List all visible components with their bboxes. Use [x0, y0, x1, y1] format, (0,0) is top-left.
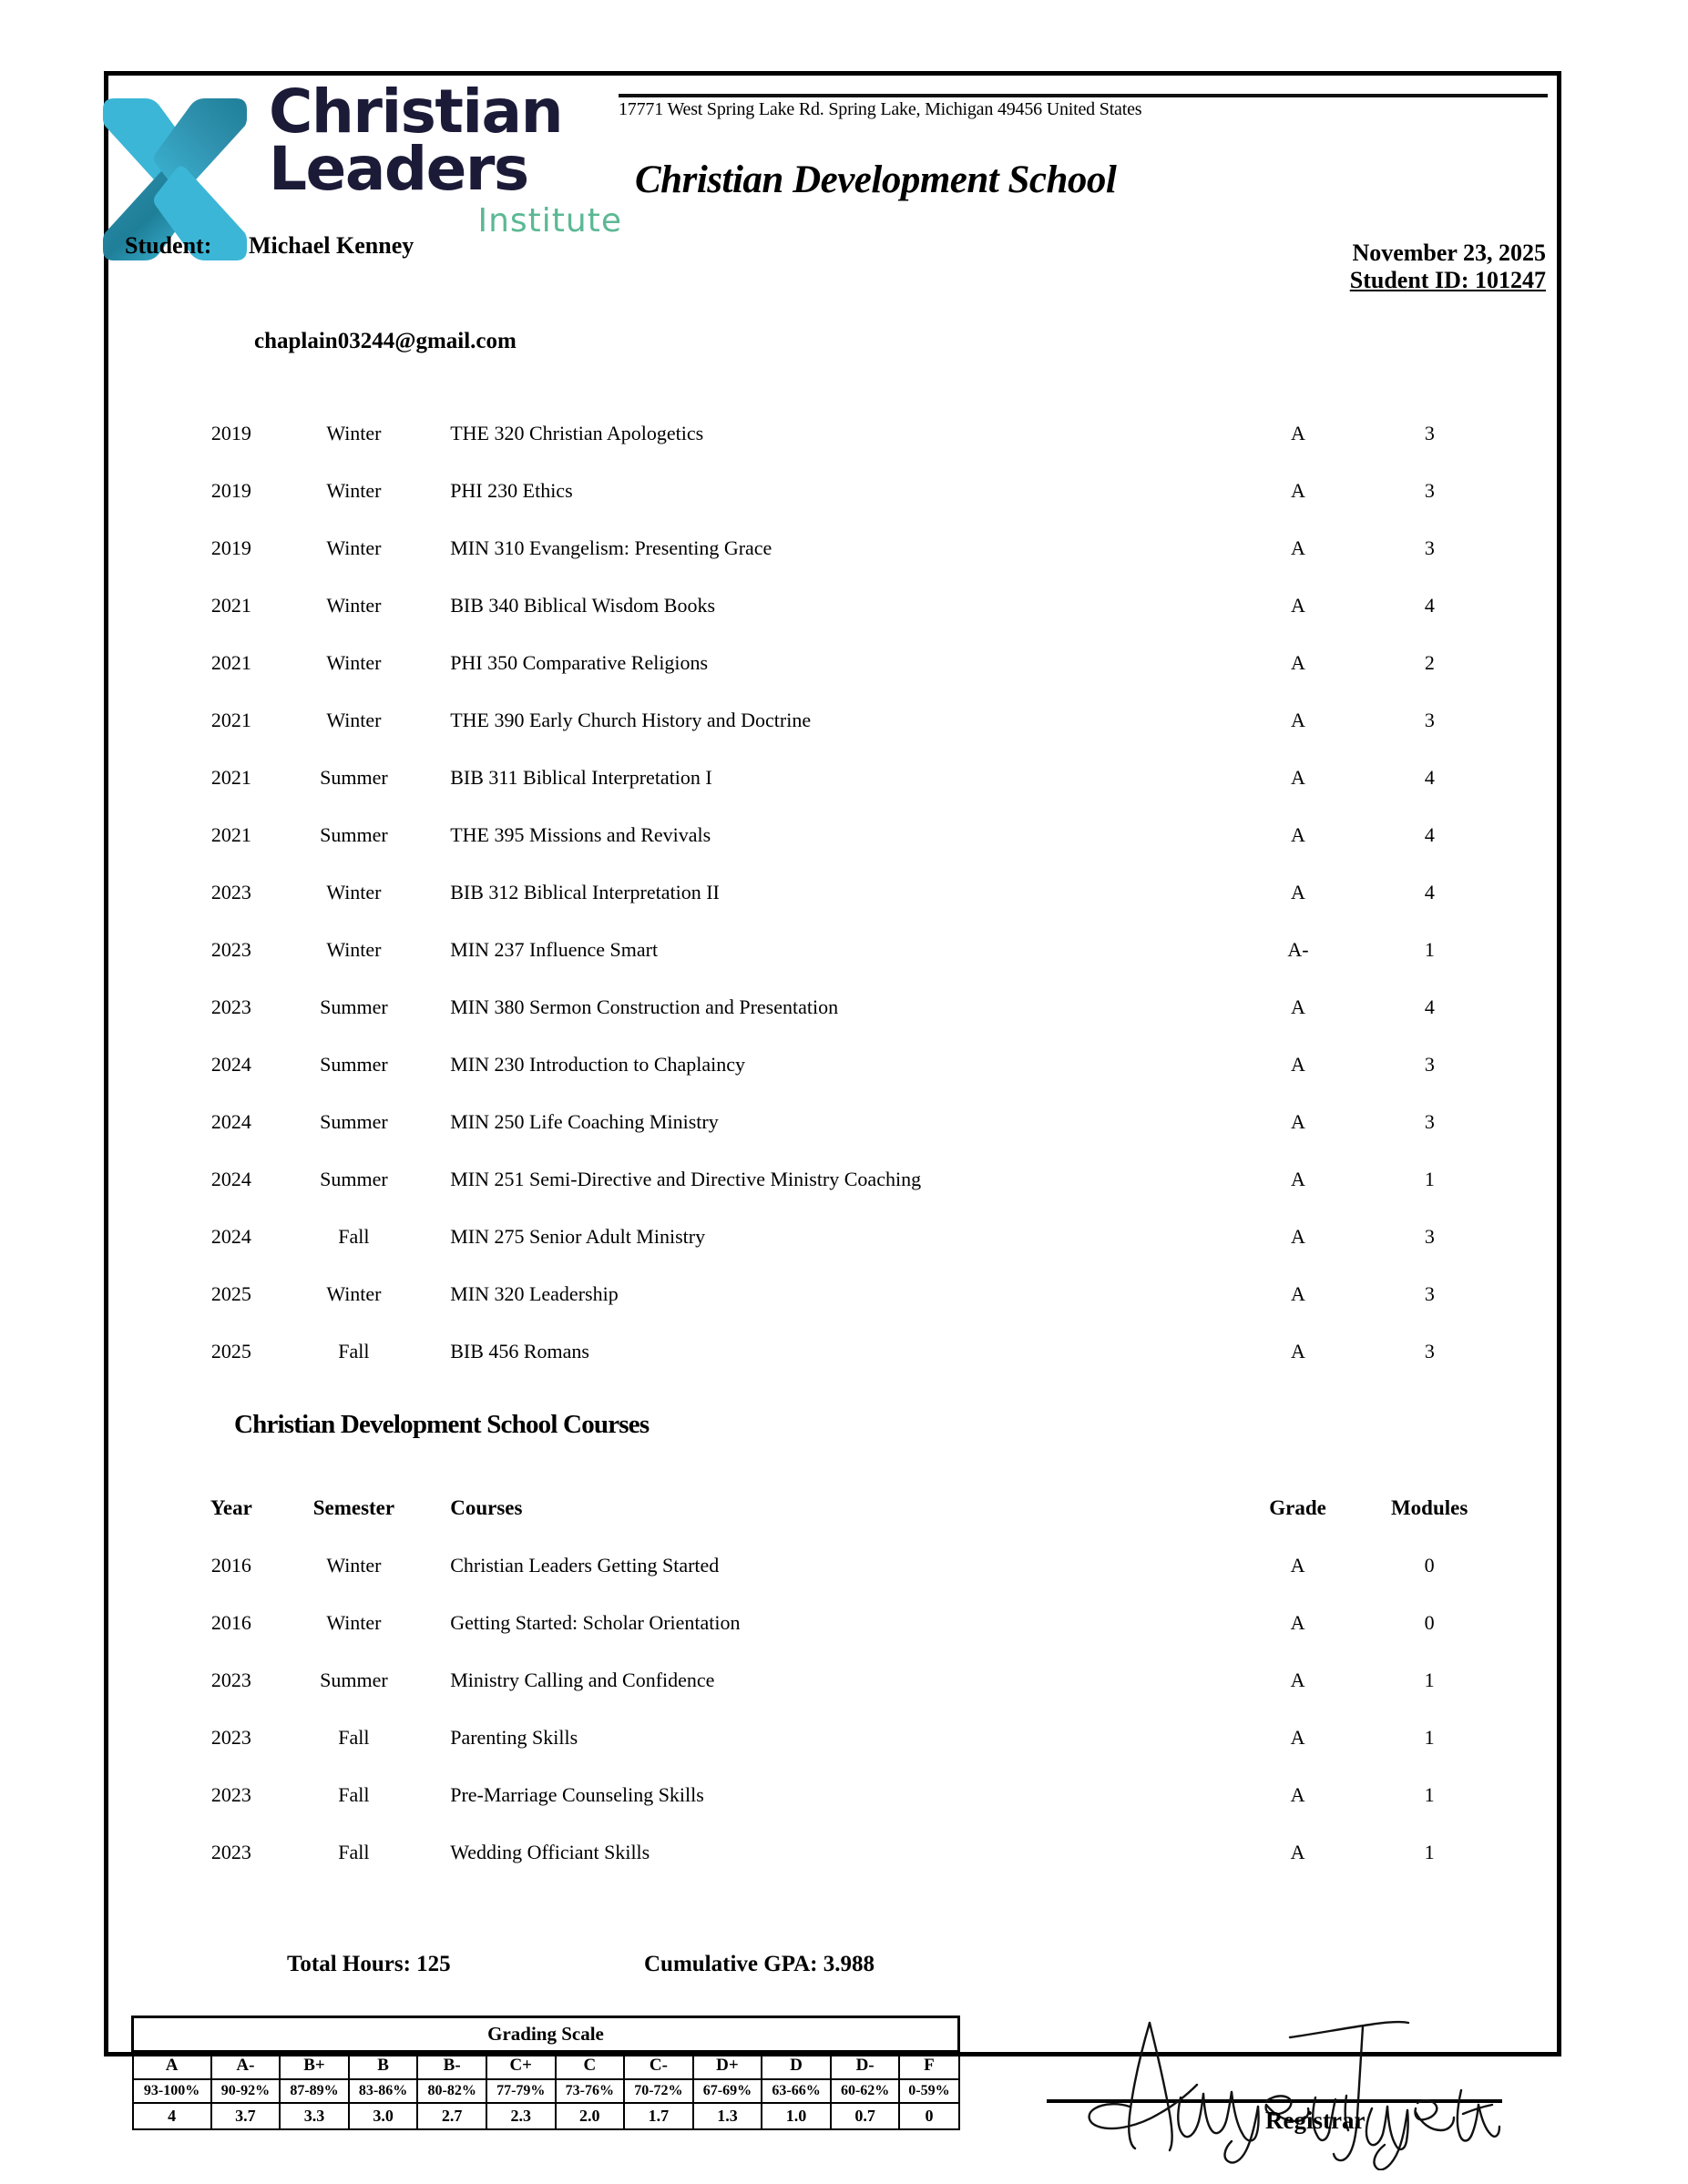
grading-scale-percent: 83-86%	[349, 2079, 418, 2103]
cell-semester: Winter	[326, 536, 382, 559]
cell-units: 1	[1424, 938, 1435, 961]
cell-semester: Winter	[326, 479, 382, 502]
grading-scale-grade: D-	[831, 2052, 900, 2080]
cell-course: MIN 380 Sermon Construction and Presentation	[450, 995, 839, 1018]
grading-scale-percent: 77-79%	[486, 2079, 556, 2103]
cell-course: Wedding Officiant Skills	[450, 1841, 650, 1863]
student-label: Student:	[125, 232, 212, 259]
table-row	[181, 1841, 1493, 1898]
cell-semester: Fall	[338, 1726, 370, 1749]
grading-scale-percent: 63-66%	[762, 2079, 831, 2103]
student-id: Student ID: 101247	[1349, 266, 1546, 293]
institution-address: 17771 West Spring Lake Rd. Spring Lake, Michigan 49456 United States	[619, 99, 1142, 119]
cell-units: 1	[1424, 1168, 1435, 1190]
cell-units: 0	[1424, 1554, 1435, 1577]
table-row	[181, 1282, 1493, 1340]
cell-semester: Winter	[326, 881, 382, 903]
grading-scale-percent: 93-100%	[133, 2079, 211, 2103]
cell-year: 2025	[210, 1340, 251, 1362]
grading-scale-points: 0.7	[831, 2103, 900, 2129]
grading-scale-percent: 60-62%	[831, 2079, 900, 2103]
cell-grade: A	[1291, 1225, 1305, 1248]
cell-units: 2	[1424, 651, 1435, 674]
cell-course: BIB 340 Biblical Wisdom Books	[450, 594, 716, 617]
grading-scale-percent: 0-59%	[899, 2079, 958, 2103]
cell-course: MIN 237 Influence Smart	[450, 938, 659, 961]
grading-scale-table	[131, 2016, 960, 2130]
cell-semester: Summer	[320, 823, 388, 846]
cell-year: 2019	[210, 536, 251, 559]
cell-units: 4	[1424, 823, 1435, 846]
cell-grade: A	[1291, 422, 1305, 444]
grading-scale-points: 2.7	[417, 2103, 486, 2129]
cell-semester: Winter	[326, 709, 382, 731]
table-row	[181, 1110, 1493, 1168]
cell-year: 2024	[210, 1225, 251, 1248]
cell-semester: Winter	[326, 422, 382, 444]
table-row	[181, 995, 1493, 1053]
cell-year: 2021	[210, 766, 251, 789]
grading-scale-points: 3.3	[280, 2103, 349, 2129]
issue-date: November 23, 2025	[1352, 240, 1546, 266]
table-row	[181, 881, 1493, 938]
cell-units: 4	[1424, 594, 1435, 617]
grading-scale-points: 2.3	[486, 2103, 556, 2129]
cell-year: 2019	[210, 479, 251, 502]
table-row	[181, 479, 1493, 536]
cell-semester: Fall	[338, 1783, 370, 1806]
cell-grade: A	[1291, 881, 1305, 903]
cell-units: 3	[1424, 1225, 1435, 1248]
grading-scale-percent: 67-69%	[693, 2079, 762, 2103]
cell-semester: Winter	[326, 1554, 382, 1577]
cell-semester: Summer	[320, 995, 388, 1018]
grading-scale-points: 2.0	[556, 2103, 625, 2129]
grading-scale-points: 1.3	[693, 2103, 762, 2129]
cell-semester: Fall	[338, 1225, 370, 1248]
cumulative-gpa: Cumulative GPA: 3.988	[644, 1952, 875, 1976]
grading-scale-grade: B-	[417, 2052, 486, 2080]
cell-grade: A	[1290, 1611, 1305, 1634]
cell-units: 4	[1424, 766, 1435, 789]
cell-semester: Summer	[320, 1168, 388, 1190]
grading-scale-points: 3.0	[349, 2103, 418, 2129]
table-row	[181, 1053, 1493, 1110]
table-row	[181, 709, 1493, 766]
grading-scale-grade: C-	[624, 2052, 693, 2080]
cell-units: 4	[1424, 995, 1435, 1018]
cell-semester: Winter	[326, 594, 382, 617]
table-row	[181, 422, 1493, 479]
column-header-grade: Grade	[1269, 1496, 1326, 1519]
grading-scale-grade-row	[133, 2052, 959, 2080]
cell-course: THE 395 Missions and Revivals	[450, 823, 711, 846]
column-header-units: Modules	[1390, 1496, 1468, 1519]
grading-scale-points: 4	[133, 2103, 211, 2129]
column-header-year: Year	[210, 1496, 252, 1519]
cell-year: 2021	[210, 823, 251, 846]
cell-grade: A	[1291, 651, 1305, 674]
cell-grade: A	[1291, 479, 1305, 502]
cell-year: 2021	[210, 651, 251, 674]
cell-grade: A	[1291, 1340, 1305, 1362]
table-row	[181, 594, 1493, 651]
cell-year: 2021	[210, 709, 251, 731]
cell-grade: A	[1291, 1053, 1305, 1076]
grading-scale-grade: F	[899, 2052, 958, 2080]
cell-year: 2023	[210, 1669, 251, 1691]
cell-units: 3	[1424, 1053, 1435, 1076]
cell-semester: Winter	[326, 938, 382, 961]
grading-scale-percent: 90-92%	[211, 2079, 281, 2103]
table-row	[181, 1611, 1493, 1669]
grading-scale-percent-row	[133, 2079, 959, 2103]
cell-units: 1	[1424, 1726, 1435, 1749]
cell-semester: Winter	[326, 1611, 382, 1634]
cell-semester: Summer	[320, 1110, 388, 1133]
cell-year: 2023	[210, 1783, 251, 1806]
cell-grade: A	[1291, 1110, 1305, 1133]
grading-scale-grade: D+	[693, 2052, 762, 2080]
total-hours: Total Hours: 125	[287, 1952, 451, 1976]
cell-grade: A	[1291, 594, 1305, 617]
cell-year: 2023	[210, 1726, 251, 1749]
cell-semester: Winter	[326, 651, 382, 674]
cell-units: 1	[1424, 1783, 1435, 1806]
cell-year: 2024	[210, 1110, 251, 1133]
cell-semester: Fall	[338, 1340, 370, 1362]
grading-scale-grade: D	[762, 2052, 831, 2080]
cell-course: BIB 312 Biblical Interpretation II	[450, 881, 720, 903]
cell-units: 3	[1424, 536, 1435, 559]
table-row	[181, 536, 1493, 594]
grading-scale-points: 0	[899, 2103, 958, 2129]
student-name: Michael Kenney	[249, 232, 414, 259]
cell-units: 3	[1424, 709, 1435, 731]
cell-semester: Fall	[338, 1841, 370, 1863]
grading-scale-title: Grading Scale	[133, 2017, 959, 2052]
cell-units: 3	[1424, 422, 1435, 444]
cell-grade: A	[1290, 1783, 1305, 1806]
institution-wordmark	[269, 77, 624, 240]
secondary-section-heading: Christian Development School Courses	[234, 1410, 650, 1439]
cell-units: 1	[1424, 1841, 1435, 1863]
cell-semester: Summer	[320, 1053, 388, 1076]
cell-course: Pre-Marriage Counseling Skills	[450, 1783, 704, 1806]
cell-year: 2016	[210, 1611, 251, 1634]
cell-year: 2019	[210, 422, 251, 444]
grading-scale-percent: 70-72%	[624, 2079, 693, 2103]
grading-scale-points: 1.7	[624, 2103, 693, 2129]
cell-year: 2024	[210, 1053, 251, 1076]
grading-scale-points: 3.7	[211, 2103, 281, 2129]
issue-info	[1350, 240, 1546, 294]
table-row	[181, 1554, 1493, 1611]
grading-scale-title-row	[133, 2017, 959, 2052]
document-header	[108, 76, 1566, 312]
secondary-course-table	[181, 1496, 1493, 1898]
cell-units: 3	[1424, 1110, 1435, 1133]
cell-grade: A	[1291, 709, 1305, 731]
cell-course: THE 320 Christian Apologetics	[450, 422, 704, 444]
cell-course: Ministry Calling and Confidence	[450, 1669, 715, 1691]
cell-course: Getting Started: Scholar Orientation	[450, 1611, 741, 1634]
cell-course: BIB 456 Romans	[450, 1340, 589, 1362]
cell-course: PHI 350 Comparative Religions	[450, 651, 709, 674]
cell-semester: Winter	[326, 1282, 382, 1305]
grading-scale-grade: C+	[486, 2052, 556, 2080]
grading-scale-grade: B	[349, 2052, 418, 2080]
cell-units: 0	[1424, 1611, 1435, 1634]
cell-course: THE 390 Early Church History and Doctrine	[450, 709, 812, 731]
cell-grade: A	[1291, 823, 1305, 846]
cell-course: MIN 320 Leadership	[450, 1282, 619, 1305]
grading-scale-grade: A	[133, 2052, 211, 2080]
cell-grade: A	[1291, 766, 1305, 789]
grading-scale-grade: A-	[211, 2052, 281, 2080]
cell-units: 4	[1424, 881, 1435, 903]
cell-course: MIN 275 Senior Adult Ministry	[450, 1225, 706, 1248]
cell-grade: A	[1291, 536, 1305, 559]
table-row	[181, 766, 1493, 823]
grading-scale-points: 1.0	[762, 2103, 831, 2129]
registrar-label: Registrar	[1265, 2107, 1366, 2134]
transcript-page	[104, 71, 1561, 2134]
cell-year: 2016	[210, 1554, 251, 1577]
cell-course: Parenting Skills	[450, 1726, 578, 1749]
cell-units: 3	[1424, 1340, 1435, 1362]
cell-course: Christian Leaders Getting Started	[450, 1554, 720, 1577]
table-row	[181, 1726, 1493, 1783]
table-row	[181, 938, 1493, 995]
table-row	[181, 1340, 1493, 1397]
cell-grade: A	[1291, 995, 1305, 1018]
cell-year: 2023	[210, 881, 251, 903]
wordmark-institute: Institute	[477, 201, 622, 240]
cell-units: 1	[1424, 1669, 1435, 1691]
grading-scale-percent: 73-76%	[556, 2079, 625, 2103]
cell-grade: A	[1290, 1841, 1305, 1863]
table-row	[181, 651, 1493, 709]
cell-year: 2023	[210, 1841, 251, 1863]
school-name: Christian Development School	[635, 158, 1117, 201]
cell-semester: Summer	[320, 1669, 388, 1691]
grading-scale-grade: B+	[280, 2052, 349, 2080]
cell-grade: A-	[1287, 938, 1309, 961]
column-header-semester: Semester	[312, 1496, 395, 1519]
table-row	[181, 1225, 1493, 1282]
student-email: chaplain03244@gmail.com	[254, 329, 517, 353]
cell-semester: Summer	[320, 766, 388, 789]
cell-units: 3	[1424, 1282, 1435, 1305]
cell-year: 2023	[210, 938, 251, 961]
grading-scale-grade: C	[556, 2052, 625, 2080]
cell-course: MIN 250 Life Coaching Ministry	[450, 1110, 719, 1133]
table-row	[181, 823, 1493, 881]
table-row	[181, 1783, 1493, 1841]
cell-year: 2024	[210, 1168, 251, 1190]
header-divider	[619, 94, 1548, 97]
cell-year: 2021	[210, 594, 251, 617]
cell-grade: A	[1291, 1168, 1305, 1190]
grading-scale-percent: 87-89%	[280, 2079, 349, 2103]
cell-course: MIN 251 Semi-Directive and Directive Ministry Coaching	[450, 1168, 922, 1190]
wordmark-christian: Christian	[269, 77, 563, 147]
wordmark-leaders: Leaders	[269, 134, 528, 205]
column-header-courses: Courses	[450, 1496, 523, 1519]
cell-course: MIN 310 Evangelism: Presenting Grace	[450, 536, 772, 559]
table-header-row	[181, 1496, 1493, 1554]
cell-grade: A	[1291, 1282, 1305, 1305]
cell-course: MIN 230 Introduction to Chaplaincy	[450, 1053, 746, 1076]
cell-grade: A	[1290, 1669, 1305, 1691]
primary-course-table	[181, 422, 1493, 1397]
cell-year: 2023	[210, 995, 251, 1018]
cell-course: BIB 311 Biblical Interpretation I	[450, 766, 712, 789]
signature-area	[1047, 1988, 1520, 2161]
institution-address-block	[619, 94, 1548, 120]
table-row	[181, 1168, 1493, 1225]
table-row	[181, 1669, 1493, 1726]
grading-scale-points-row	[133, 2103, 959, 2129]
cell-grade: A	[1290, 1726, 1305, 1749]
cell-grade: A	[1290, 1554, 1305, 1577]
cell-year: 2025	[210, 1282, 251, 1305]
cell-units: 3	[1424, 479, 1435, 502]
cell-course: PHI 230 Ethics	[450, 479, 573, 502]
grading-scale-percent: 80-82%	[417, 2079, 486, 2103]
